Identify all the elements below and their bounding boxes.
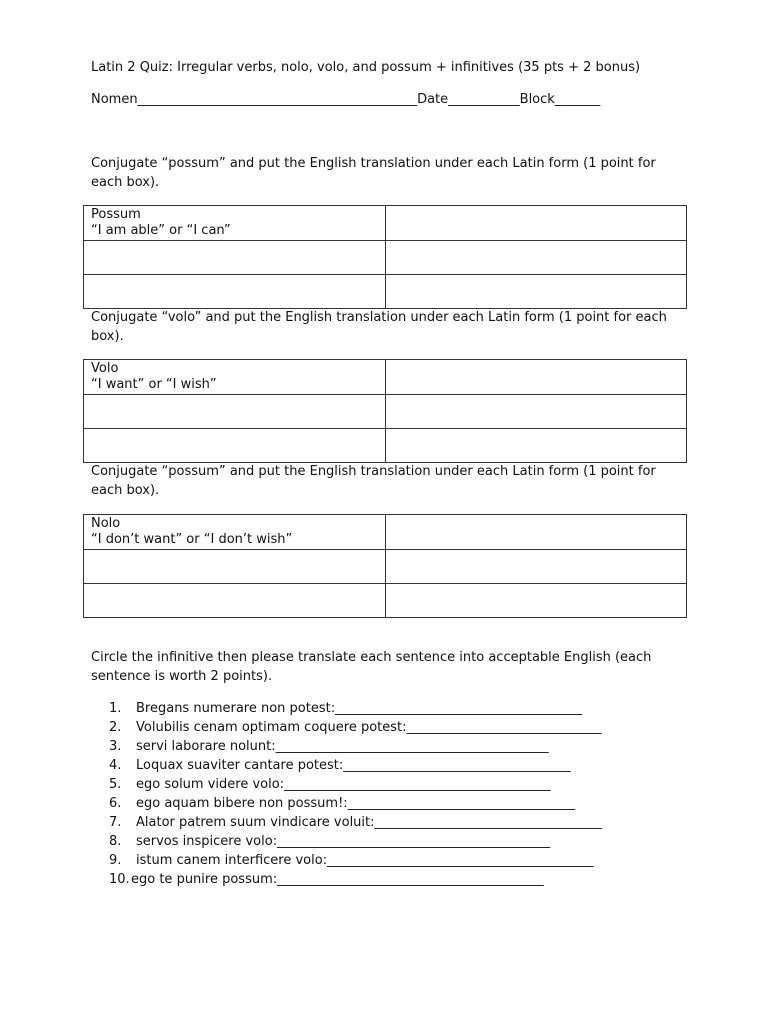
answer-box[interactable]	[386, 241, 687, 275]
sentence-number: 4.	[109, 758, 122, 773]
possum-english-label: “I am able” or “I can”	[91, 223, 231, 238]
sentence-item	[109, 699, 602, 718]
volo-instruction: Conjugate “volo” and put the English translation under each Latin form (1 point for each box).	[91, 310, 667, 344]
answer-box[interactable]	[386, 360, 687, 395]
answer-box[interactable]	[84, 429, 386, 463]
sentence-item	[109, 718, 602, 737]
possum-conjugation-table	[83, 205, 687, 309]
sentence-text: servos inspicere volo:__________________________________________	[136, 834, 551, 849]
nolo-latin-label: Nolo	[91, 516, 121, 531]
nolo-conjugation-table	[83, 514, 687, 618]
translation-instruction: Circle the infinitive then please translate each sentence into acceptable English (each sentence is worth 2 points).	[91, 650, 652, 684]
sentence-text: ego te punire possum:_________________________________________	[131, 872, 544, 887]
name-date-block-line: Nomen___________________________________________Date___________Block_______	[91, 92, 601, 107]
sentence-text: Volubilis cenam optimam coquere potest:______________________________	[136, 720, 602, 735]
volo-conjugation-table	[83, 359, 687, 463]
sentence-item	[109, 851, 602, 870]
answer-box[interactable]	[386, 550, 687, 584]
sentence-list	[109, 699, 602, 889]
sentence-number: 6.	[109, 796, 122, 811]
sentence-text: Loquax suaviter cantare potest:___________________________________	[136, 758, 571, 773]
sentence-item	[109, 794, 602, 813]
answer-box[interactable]	[386, 206, 687, 241]
sentence-item	[109, 832, 602, 851]
sentence-number: 1.	[109, 701, 122, 716]
sentence-number: 9.	[109, 853, 122, 868]
volo-english-label: “I want” or “I wish”	[91, 377, 217, 392]
sentence-text: istum canem interficere volo:_________________________________________	[136, 853, 594, 868]
answer-box[interactable]	[84, 395, 386, 429]
sentence-text: ego solum videre volo:_________________________________________	[136, 777, 551, 792]
volo-latin-label: Volo	[91, 361, 119, 376]
sentence-item	[109, 756, 602, 775]
sentence-number: 8.	[109, 834, 122, 849]
possum-latin-label: Possum	[91, 207, 141, 222]
answer-box[interactable]	[386, 429, 687, 463]
answer-box[interactable]	[84, 241, 386, 275]
answer-box[interactable]	[84, 584, 386, 618]
sentence-item	[109, 813, 602, 832]
sentence-number: 3.	[109, 739, 122, 754]
answer-box[interactable]	[386, 275, 687, 309]
sentence-item	[109, 870, 602, 889]
nolo-english-label: “I don’t want” or “I don’t wish”	[91, 532, 293, 547]
sentence-number: 5.	[109, 777, 122, 792]
sentence-text: Bregans numerare non potest:______________________________________	[136, 701, 583, 716]
answer-box[interactable]	[386, 395, 687, 429]
sentence-text: servi laborare nolunt:__________________________________________	[136, 739, 549, 754]
volo-first-cell	[84, 360, 386, 395]
answer-box[interactable]	[84, 550, 386, 584]
quiz-title: Latin 2 Quiz: Irregular verbs, nolo, volo, and possum + infinitives (35 pts + 2 bonus)	[91, 60, 641, 75]
possum-first-cell	[84, 206, 386, 241]
answer-box[interactable]	[84, 275, 386, 309]
sentence-text: ego aquam bibere non possum!:___________________________________	[136, 796, 576, 811]
sentence-number: 2.	[109, 720, 122, 735]
sentence-item	[109, 775, 602, 794]
possum-instruction: Conjugate “possum” and put the English translation under each Latin form (1 point for each box).	[91, 156, 656, 190]
nolo-instruction: Conjugate “possum” and put the English translation under each Latin form (1 point for each box).	[91, 464, 656, 498]
nolo-first-cell	[84, 515, 386, 550]
sentence-text: Alator patrem suum vindicare voluit:___________________________________	[136, 815, 603, 830]
answer-box[interactable]	[386, 584, 687, 618]
sentence-number: 7.	[109, 815, 122, 830]
answer-box[interactable]	[386, 515, 687, 550]
sentence-item	[109, 737, 602, 756]
sentence-number: 10.	[109, 872, 130, 887]
